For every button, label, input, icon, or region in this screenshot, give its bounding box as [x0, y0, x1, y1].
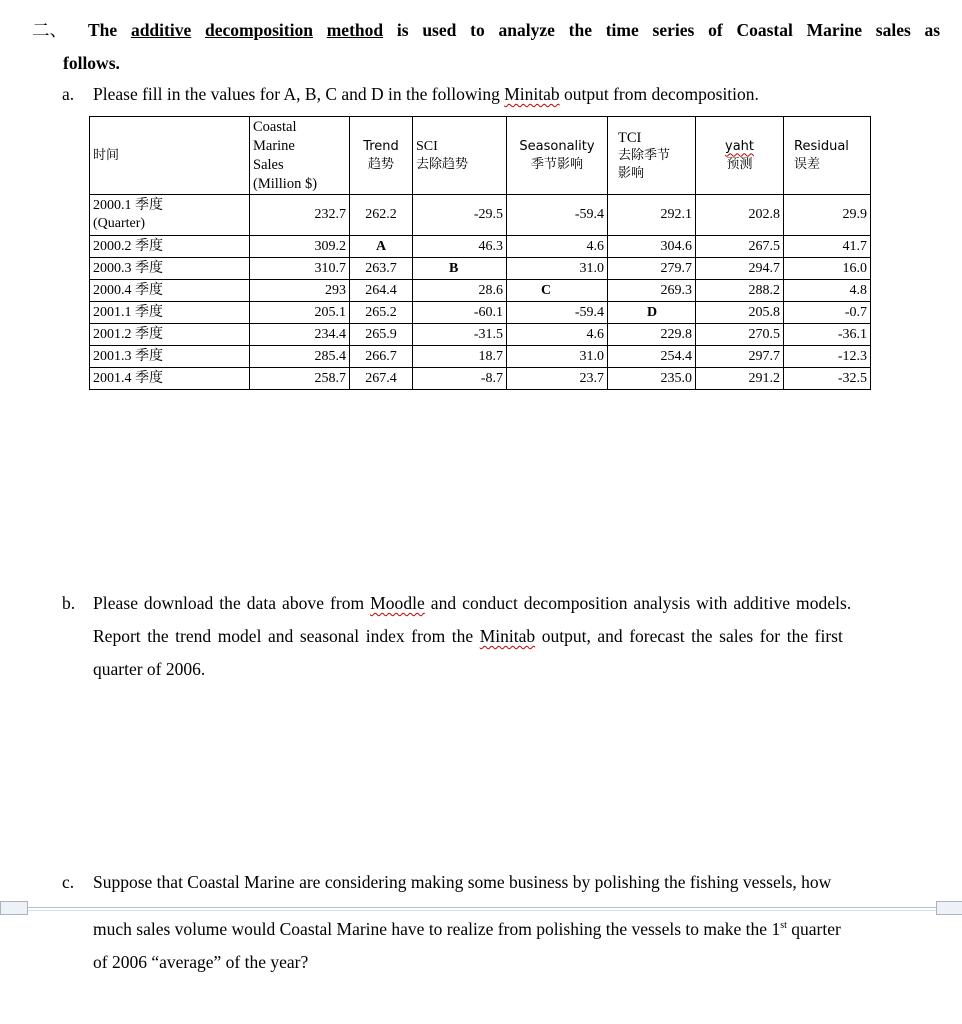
- cell-tci: 229.8: [608, 324, 696, 346]
- part-c-continued: [93, 913, 943, 979]
- cell-yhat: 270.5: [696, 324, 784, 346]
- part-c-line-1: Suppose that Coastal Marine are considering making some business by polishing the fishing vessels, how: [93, 872, 832, 892]
- cell-residual: -36.1: [784, 324, 871, 346]
- cell-tci: 254.4: [608, 346, 696, 368]
- cell-residual: -12.3: [784, 346, 871, 368]
- cell-residual: -32.5: [784, 368, 871, 390]
- part-b-label: b.: [62, 593, 76, 613]
- cell-yhat: 294.7: [696, 258, 784, 280]
- table-header-row: [90, 117, 871, 195]
- cell-time: 2001.1 季度: [90, 302, 250, 324]
- cell-sci: 46.3: [413, 236, 507, 258]
- header-seasonality: Seasonality 季节影响: [507, 117, 608, 195]
- question-line-1: The additive decomposition method is used to analyze the time series of Coastal Marine sales as: [88, 20, 941, 40]
- cell-residual: 16.0: [784, 258, 871, 280]
- decomposition-table: [89, 116, 871, 390]
- header-sales: Coastal Marine Sales (Million $): [250, 117, 350, 195]
- cell-time: 2001.2 季度: [90, 324, 250, 346]
- cell-time: 2000.1 季度 (Quarter): [90, 195, 250, 236]
- cell-sales: 258.7: [250, 368, 350, 390]
- header-trend: Trend 趋势: [350, 117, 413, 195]
- part-b-line-1: Please download the data above from Moodle and conduct decomposition analysis with additive models.: [93, 593, 852, 613]
- part-c-label: c.: [62, 872, 75, 892]
- cell-tci: 292.1: [608, 195, 696, 236]
- header-time: 时间: [90, 117, 250, 195]
- cell-residual: 41.7: [784, 236, 871, 258]
- cell-seasonality: 31.0: [507, 258, 608, 280]
- cell-trend: 263.7: [350, 258, 413, 280]
- cell-seasonality: -59.4: [507, 302, 608, 324]
- cell-time: 2001.4 季度: [90, 368, 250, 390]
- cell-seasonality: 31.0: [507, 346, 608, 368]
- cell-seasonality: 4.6: [507, 236, 608, 258]
- part-c: [62, 866, 942, 899]
- cell-time: 2000.2 季度: [90, 236, 250, 258]
- question-number: 二、: [32, 20, 67, 40]
- cell-yhat: 205.8: [696, 302, 784, 324]
- table-row: [90, 368, 871, 390]
- cell-sci: -31.5: [413, 324, 507, 346]
- cell-sci: -29.5: [413, 195, 507, 236]
- cell-trend: 267.4: [350, 368, 413, 390]
- cell-sales: 205.1: [250, 302, 350, 324]
- header-sci: SCI 去除趋势: [413, 117, 507, 195]
- cell-tci: 304.6: [608, 236, 696, 258]
- cell-tci-blank-d: D: [608, 302, 696, 324]
- question-line-2: follows.: [63, 53, 120, 73]
- cell-tci: 235.0: [608, 368, 696, 390]
- cell-trend: 265.9: [350, 324, 413, 346]
- cell-sales: 293: [250, 280, 350, 302]
- cell-sci: -8.7: [413, 368, 507, 390]
- cell-time: 2000.3 季度: [90, 258, 250, 280]
- page-break-line: [0, 907, 962, 908]
- cell-trend: 266.7: [350, 346, 413, 368]
- part-c-line-2: much sales volume would Coastal Marine have to realize from polishing the vessels to make the 1st quarter: [93, 919, 841, 939]
- cell-tci: 279.7: [608, 258, 696, 280]
- cell-residual: 4.8: [784, 280, 871, 302]
- header-yhat: yaht 预测: [696, 117, 784, 195]
- cell-yhat: 288.2: [696, 280, 784, 302]
- part-a-label: a.: [62, 84, 75, 104]
- cell-sci: -60.1: [413, 302, 507, 324]
- cell-seasonality: 23.7: [507, 368, 608, 390]
- cell-seasonality: 4.6: [507, 324, 608, 346]
- part-b: [62, 587, 942, 686]
- cell-yhat: 291.2: [696, 368, 784, 390]
- table-row: [90, 324, 871, 346]
- cell-sales: 285.4: [250, 346, 350, 368]
- cell-time: 2000.4 季度: [90, 280, 250, 302]
- cell-sci-blank-b: B: [413, 258, 507, 280]
- header-residual: Residual 误差: [784, 117, 871, 195]
- cell-sales: 234.4: [250, 324, 350, 346]
- table-row: [90, 280, 871, 302]
- cell-seasonality: -59.4: [507, 195, 608, 236]
- table-row: [90, 258, 871, 280]
- cell-yhat: 267.5: [696, 236, 784, 258]
- header-tci: TCI 去除季节 影响: [608, 117, 696, 195]
- cell-residual: 29.9: [784, 195, 871, 236]
- part-b-line-2: Report the trend model and seasonal index from the Minitab output, and forecast the sales for the first: [93, 626, 843, 646]
- cell-yhat: 297.7: [696, 346, 784, 368]
- cell-sci: 28.6: [413, 280, 507, 302]
- cell-trend: 262.2: [350, 195, 413, 236]
- table-row: [90, 346, 871, 368]
- cell-seasonality-blank-c: C: [507, 280, 608, 302]
- cell-time: 2001.3 季度: [90, 346, 250, 368]
- part-c-line-3: of 2006 “average” of the year?: [93, 952, 309, 972]
- cell-sales: 232.7: [250, 195, 350, 236]
- part-b-text: [93, 587, 933, 686]
- cell-trend: 265.2: [350, 302, 413, 324]
- cell-trend: 264.4: [350, 280, 413, 302]
- cell-sales: 310.7: [250, 258, 350, 280]
- table-row: [90, 195, 871, 236]
- page-break-line: [0, 910, 962, 911]
- table-row: [90, 302, 871, 324]
- part-a-text: Please fill in the values for A, B, C and D in the following Minitab output from decomposition.: [93, 84, 759, 104]
- cell-tci: 269.3: [608, 280, 696, 302]
- cell-residual: -0.7: [784, 302, 871, 324]
- cell-yhat: 202.8: [696, 195, 784, 236]
- part-a: [62, 78, 942, 111]
- table-row: [90, 236, 871, 258]
- cell-sales: 309.2: [250, 236, 350, 258]
- part-b-line-3: quarter of 2006.: [93, 659, 206, 679]
- cell-trend-blank-a: A: [350, 236, 413, 258]
- cell-sci: 18.7: [413, 346, 507, 368]
- page-break-marker-left: [0, 901, 28, 915]
